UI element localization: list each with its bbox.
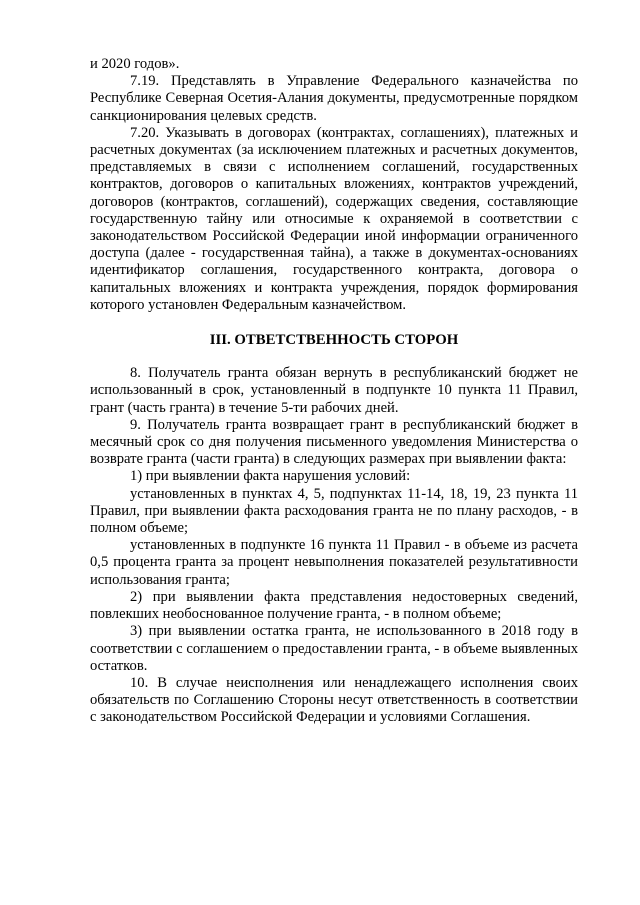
clause-7-20: 7.20. Указывать в договорах (контрактах, соглашениях), платежных и расчетных документах (за исключением платежных и расчетных документов, представляемых в связи с исполнением соглашений, государственных контрактов, договоров о капитальных вложениях, контрактов учреждений, договоров (контрактов, соглашений), содержащих сведения, составляющие государственную тайну или относимые к охраняемой в соответствии с законодательством Российской Федерации иной информации ограниченного доступа (далее - государственная тайна), а также в документах-основаниях идентификатор соглашения, государственного контракта, договора о капитальных вложениях и контракта учреждения, порядок формирования которого установлен Федеральным казначейством. xyxy=(90,124,578,313)
section-heading: III. ОТВЕТСТВЕННОСТЬ СТОРОН xyxy=(209,332,459,349)
paragraph-8: 8. Получатель гранта обязан вернуть в республиканский бюджет не использованный в срок, установленный в подпункте 10 пункта 11 Правил, грант (часть гранта) в течение 5-ти рабочих дней. xyxy=(90,365,578,416)
paragraph-9-item-1: 1) при выявлении факта нарушения условий: xyxy=(130,468,411,485)
intro-continuation: и 2020 годов». xyxy=(90,56,180,72)
paragraph-10: 10. В случае неисполнения или ненадлежащего исполнения своих обязательств по Соглашению Стороны несут ответственность в соответствии с законодательством Российской Федерации и условиями Соглашения. xyxy=(90,674,578,726)
clause-7-19: 7.19. Представлять в Управление Федерального казначейства по Республике Северная Осетия-Алания документы, предусмотренные порядком санкционирования целевых средств. xyxy=(90,73,578,124)
paragraph-9-item-1-b: установленных в подпункте 16 пункта 11 Правил - в объеме из расчета 0,5 процента гранта за процент невыполнения показателей результативности использования гранта; xyxy=(90,537,578,588)
paragraph-9-item-3: 3) при выявлении остатка гранта, не использованного в 2018 году в соответствии с соглашением о предоставлении гранта, - в объеме выявленных остатков. xyxy=(90,623,578,674)
paragraph-9-item-1-a: установленных в пунктах 4, 5, подпунктах 11-14, 18, 19, 23 пункта 11 Правил, при выявлении факта расходования гранта не по плану расходов, - в полном объеме; xyxy=(90,485,578,537)
paragraph-9: 9. Получатель гранта возвращает грант в республиканский бюджет в месячный срок со дня получения письменного уведомления Министерства о возврате гранта (части гранта) в следующих размерах при выявлении факта: xyxy=(90,416,578,468)
document-page xyxy=(90,56,578,727)
paragraph-9-item-2: 2) при выявлении факта представления недостоверных сведений, повлекших необоснованное получение гранта, - в полном объеме; xyxy=(90,588,578,623)
